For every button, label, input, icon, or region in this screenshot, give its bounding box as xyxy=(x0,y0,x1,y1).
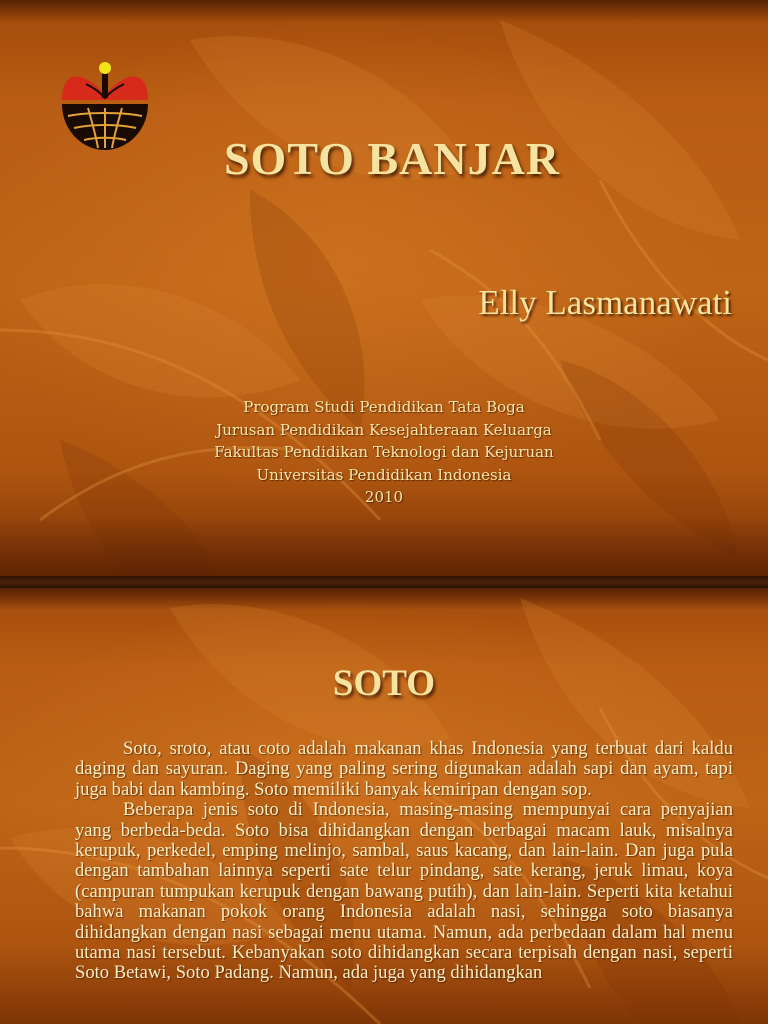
affiliation-line: Program Studi Pendidikan Tata Boga xyxy=(243,398,525,416)
affiliation-line: Universitas Pendidikan Indonesia xyxy=(256,465,512,484)
paragraph: Beberapa jenis soto di Indonesia, masing-masing mempunyai cara penyajian yang berbeda-beda. Soto bisa dihidangkan dengan berbagai macam lauk, misalnya kerupuk, perkedel, emping melinjo, sambal, saus kacang, dan lain-lain. Dan juga pula dengan tambahan lainnya seperti sate telur pindang, sate kerang, jeruk limau, koya (campuran tumpukan kerupuk dengan bawang putih), dan lain-lain. Seperti kita ketahui bahwa makanan pokok orang Indonesia adalah nasi, sehingga soto biasanya dihidangkan dengan nasi sebagai menu utama. Namun, ada perbedaan dalam hal menu utama nasi tersebut. Kebanyakan soto dihidangkan secara terpisah dengan nasi, seperti Soto Betawi, Soto Padang. Namun, ada juga yang dihidangkan xyxy=(75,799,733,984)
slide-soto xyxy=(0,588,768,1024)
slide-bottom-shade xyxy=(0,516,768,576)
paragraph: Soto, sroto, atau coto adalah makanan khas Indonesia yang terbuat dari kaldu daging dan sayuran. Daging yang paling sering digunakan adalah sapi dan ayam, tapi juga babi dan kambing. Soto memiliki banyak kemiripan dengan sop. xyxy=(75,738,733,800)
affiliation-line: Fakultas Pendidikan Teknologi dan Kejuruan xyxy=(214,443,554,462)
author-name: Elly Lasmanawati xyxy=(478,283,732,322)
affiliation-line: Jurusan Pendidikan Kesejahteraan Keluarga xyxy=(216,420,552,439)
affiliation-year: 2010 xyxy=(364,488,404,507)
slide-title-heading: SOTO BANJAR xyxy=(223,133,561,184)
slide-body xyxy=(75,739,733,984)
slide-divider xyxy=(0,576,768,588)
affiliation-block xyxy=(0,396,768,509)
slide-heading: SOTO xyxy=(332,663,436,704)
